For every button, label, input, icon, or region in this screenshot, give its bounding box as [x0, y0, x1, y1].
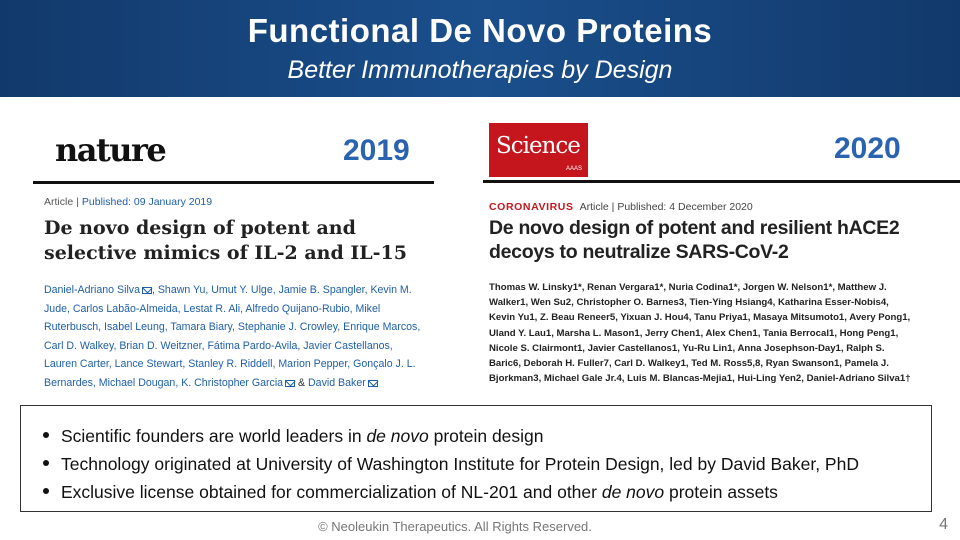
bullet-item [43, 454, 859, 475]
aaas-mark: AAAS [565, 166, 582, 172]
bullet-item [43, 426, 544, 447]
science-article-meta [489, 201, 753, 213]
mail-icon[interactable] [142, 287, 152, 294]
nature-article-title[interactable]: De novo design of potent and selective mimics of IL-2 and IL-15 [44, 217, 407, 264]
nature-divider [33, 181, 434, 184]
bullet-dot-icon [43, 488, 49, 494]
slide-subtitle: Better Immunotherapies by Design [287, 56, 673, 84]
science-article-title[interactable]: De novo design of potent and resilient hACE2 decoys to neutralize SARS-CoV-2 [489, 217, 900, 263]
bullet-text: protein design [428, 426, 544, 446]
nature-year: 2019 [343, 134, 410, 167]
nature-article-meta [44, 196, 212, 208]
slide-header [0, 0, 960, 97]
science-year: 2020 [834, 132, 901, 165]
bullet-text: Technology originated at University of Washington Institute for Protein Design, led by David Baker, PhD [61, 454, 859, 474]
bullet-emphasis: de novo [366, 426, 429, 446]
author-ampersand: & [295, 376, 309, 389]
nature-first-author[interactable]: Daniel-Adriano Silva [44, 284, 140, 296]
mail-icon[interactable] [368, 380, 378, 387]
science-logo-text: Science [496, 133, 580, 159]
bullet-emphasis: de novo [601, 482, 665, 502]
bullet-text: Exclusive license obtained for commercialization of NL-201 and other [61, 482, 602, 502]
nature-published-date: Published: 09 January 2019 [81, 196, 213, 208]
bullet-item [43, 482, 778, 503]
meta-separator: | [76, 196, 79, 208]
nature-logo: nature [55, 131, 166, 169]
key-points-box [20, 405, 932, 512]
mail-icon[interactable] [285, 380, 295, 387]
nature-author-list [44, 281, 424, 393]
science-divider [483, 180, 960, 183]
science-logo [489, 123, 588, 177]
science-category: CORONAVIRUS [489, 201, 574, 213]
bullet-text: Scientific founders are world leaders in [61, 426, 367, 446]
bullet-text: protein assets [664, 482, 778, 502]
science-author-list: Thomas W. Linsky1*, Renan Vergara1*, Nuria Codina1*, Jorgen W. Nelson1*, Matthew J. Walker1, Wen Su2, Christopher O. Barnes3, Tien-Ying Hsiang4, Katharina Esser-Nobis4, Kevin Yu1, Z. Beau Reneer5, Yixuan J. Hou4, Tanu Priya1, Masaya Mitsumoto1, Avery Pong1, Uland Y. Lau1, Marsha L. Mason1, Jerry Chen1, Alex Chen1, Tania Berrocal1, Hong Peng1, Nicole S. Clairmont1, Javier Castellanos1, Yu-Ru Lin1, Anna Josephson-Day1, Ralph S. Baric6, Deborah H. Fuller7, Carl D. Walkey1, Ted M. Ross5,8, Ryan Swanson1, Pamela J. Bjorkman3, Michael Gale Jr.4, Luis M. Blancas-Mejia1, Hui-Ling Yen2, Daniel-Adriano Silva1† [489, 282, 911, 385]
bullet-dot-icon [43, 460, 49, 466]
nature-co-authors[interactable]: , Shawn Yu, Umut Y. Ulge, Jamie B. Spangler, Kevin M. Jude, Carlos Labão-Almeida, Lestat R. Ali, Alfredo Quijano-Rubio, Mikel Ruterbusch, Isabel Leung, Tamara Biary, Stephanie J. Crowley, Enrique Marcos, Carl D. Walkey, Brian D. Weitzner, Fátima Pardo-Avila, Javier Castellanos, Lauren Carter, Lance Stewart, Stanley R. Riddell, Marion Pepper, Gonçalo J. L. Bernardes, Michael Dougan, K. Christopher Garcia [44, 284, 421, 389]
nature-last-author[interactable]: David Baker [308, 376, 366, 389]
slide-title: Functional De Novo Proteins [247, 12, 713, 49]
page-number: 4 [939, 516, 948, 533]
bullet-dot-icon [43, 432, 49, 438]
nature-article-label: Article [44, 196, 74, 208]
science-published: Article | Published: 4 December 2020 [579, 201, 753, 213]
copyright-footer: © Neoleukin Therapeutics. All Rights Reserved. [318, 519, 592, 534]
